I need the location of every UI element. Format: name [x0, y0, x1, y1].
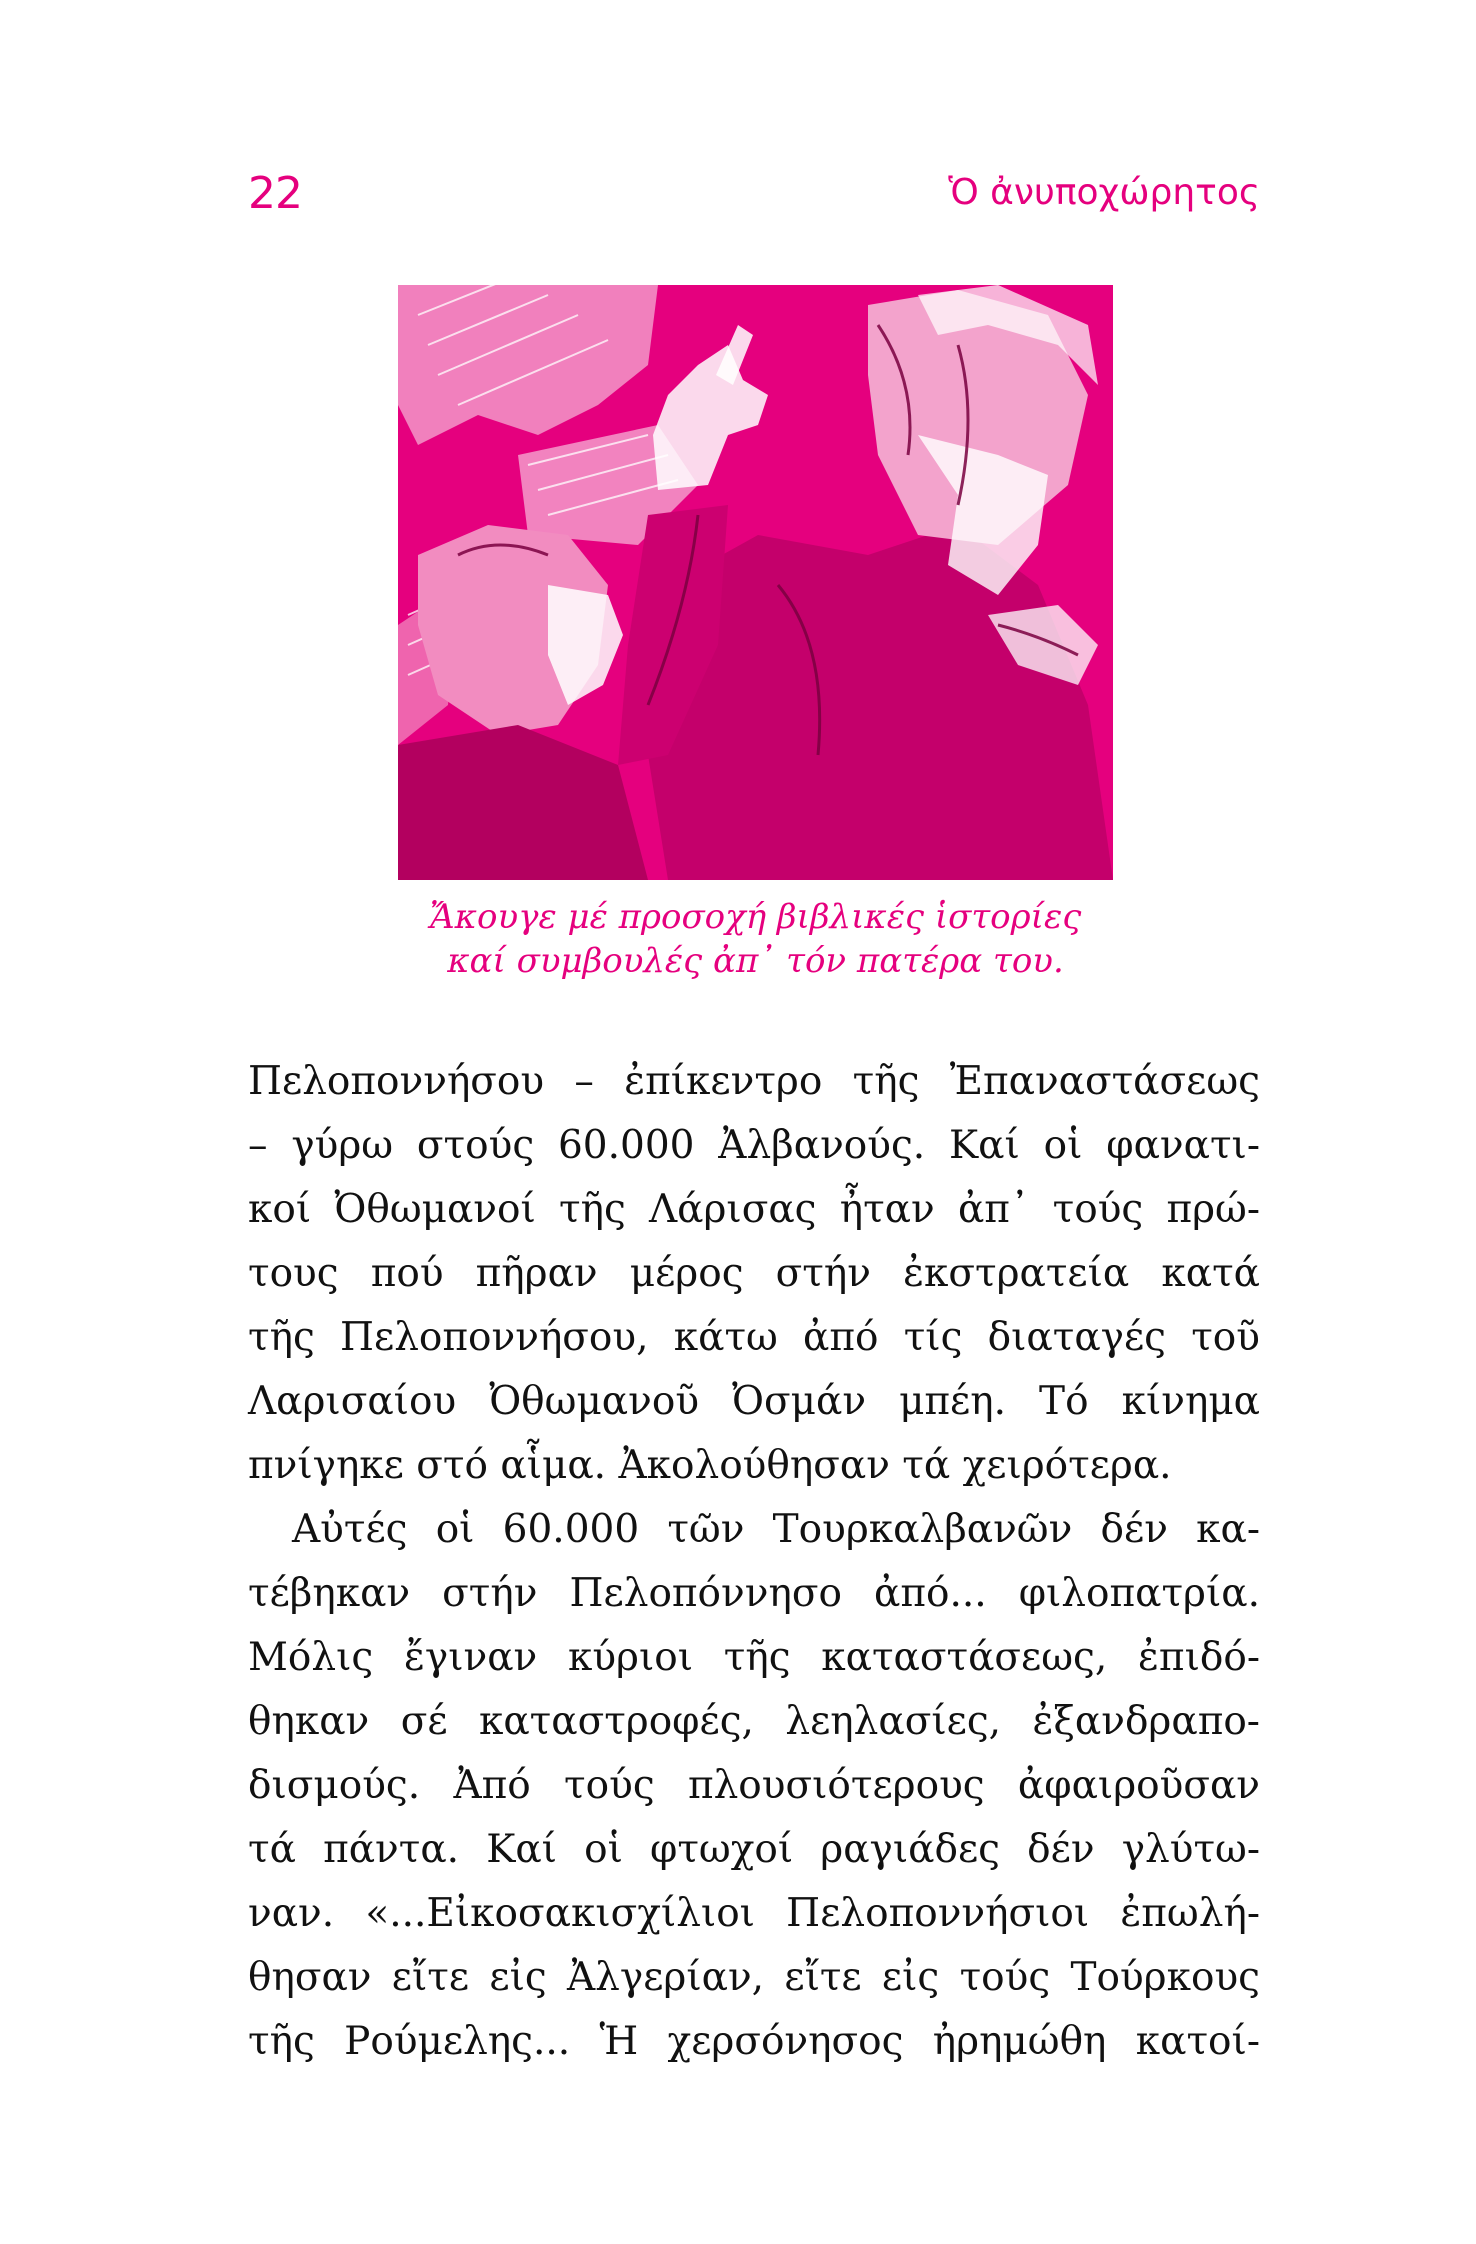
text-line: θησαν εἴτε εἰς Ἀλγερίαν, εἴτε εἰς τούς Τούρκους — [248, 1955, 1260, 2000]
text-line: τῆς Πελοποννήσου, κάτω ἀπό τίς διαταγές τοῦ — [248, 1315, 1260, 1360]
text-line: τους πού πῆραν μέρος στήν ἐκστρατεία κατά — [248, 1251, 1260, 1296]
illustration — [398, 285, 1113, 880]
text-line: πνίγηκε στό αἷμα. Ἀκολούθησαν τά χειρότερα. — [248, 1443, 1172, 1488]
text-line: δισμούς. Ἀπό τούς πλουσιότερους ἀφαιροῦσαν — [248, 1763, 1260, 1808]
text-line: τά πάντα. Καί οἱ φτωχοί ραγιάδες δέν γλύτω- — [248, 1827, 1260, 1872]
caption-line: καί συμβουλές ἀπ᾽ τόν πατέρα του. — [447, 941, 1064, 981]
illustration-father-and-son-icon — [398, 285, 1113, 880]
caption-line: Ἄκουγε μέ προσοχή βιβλικές ἱστορίες — [429, 897, 1082, 937]
text-line: Λαρισαίου Ὀθωμανοῦ Ὀσμάν μπέη. Τό κίνημα — [248, 1379, 1260, 1424]
text-line: – γύρω στούς 60.000 Ἀλβανούς. Καί οἱ φανατι- — [248, 1123, 1260, 1168]
text-line: Πελοποννήσου – ἐπίκεντρο τῆς Ἐπαναστάσεως — [248, 1059, 1260, 1104]
text-line: Μόλις ἔγιναν κύριοι τῆς καταστάσεως, ἐπιδό- — [248, 1635, 1260, 1680]
text-line: ναν. «...Εἰκοσακισχίλιοι Πελοποννήσιοι ἐπωλή- — [248, 1891, 1260, 1936]
figure-caption — [398, 895, 1113, 983]
text-line: κοί Ὀθωμανοί τῆς Λάρισας ἦταν ἀπ᾽ τούς πρώ- — [248, 1187, 1260, 1232]
running-title: Ὁ ἀνυποχώρητος — [948, 172, 1260, 213]
text-line: θηκαν σέ καταστροφές, λεηλασίες, ἐξανδραπο- — [248, 1699, 1260, 1744]
page-number: 22 — [248, 168, 302, 219]
text-line: Αὐτές οἱ 60.000 τῶν Τουρκαλβανῶν δέν κα- — [292, 1507, 1260, 1552]
text-line: τῆς Ρούμελης... Ἡ χερσόνησος ἠρημώθη κατοί- — [248, 2019, 1260, 2064]
body-text — [248, 1050, 1260, 2074]
text-line: τέβηκαν στήν Πελοπόννησο ἀπό... φιλοπατρία. — [248, 1571, 1260, 1616]
